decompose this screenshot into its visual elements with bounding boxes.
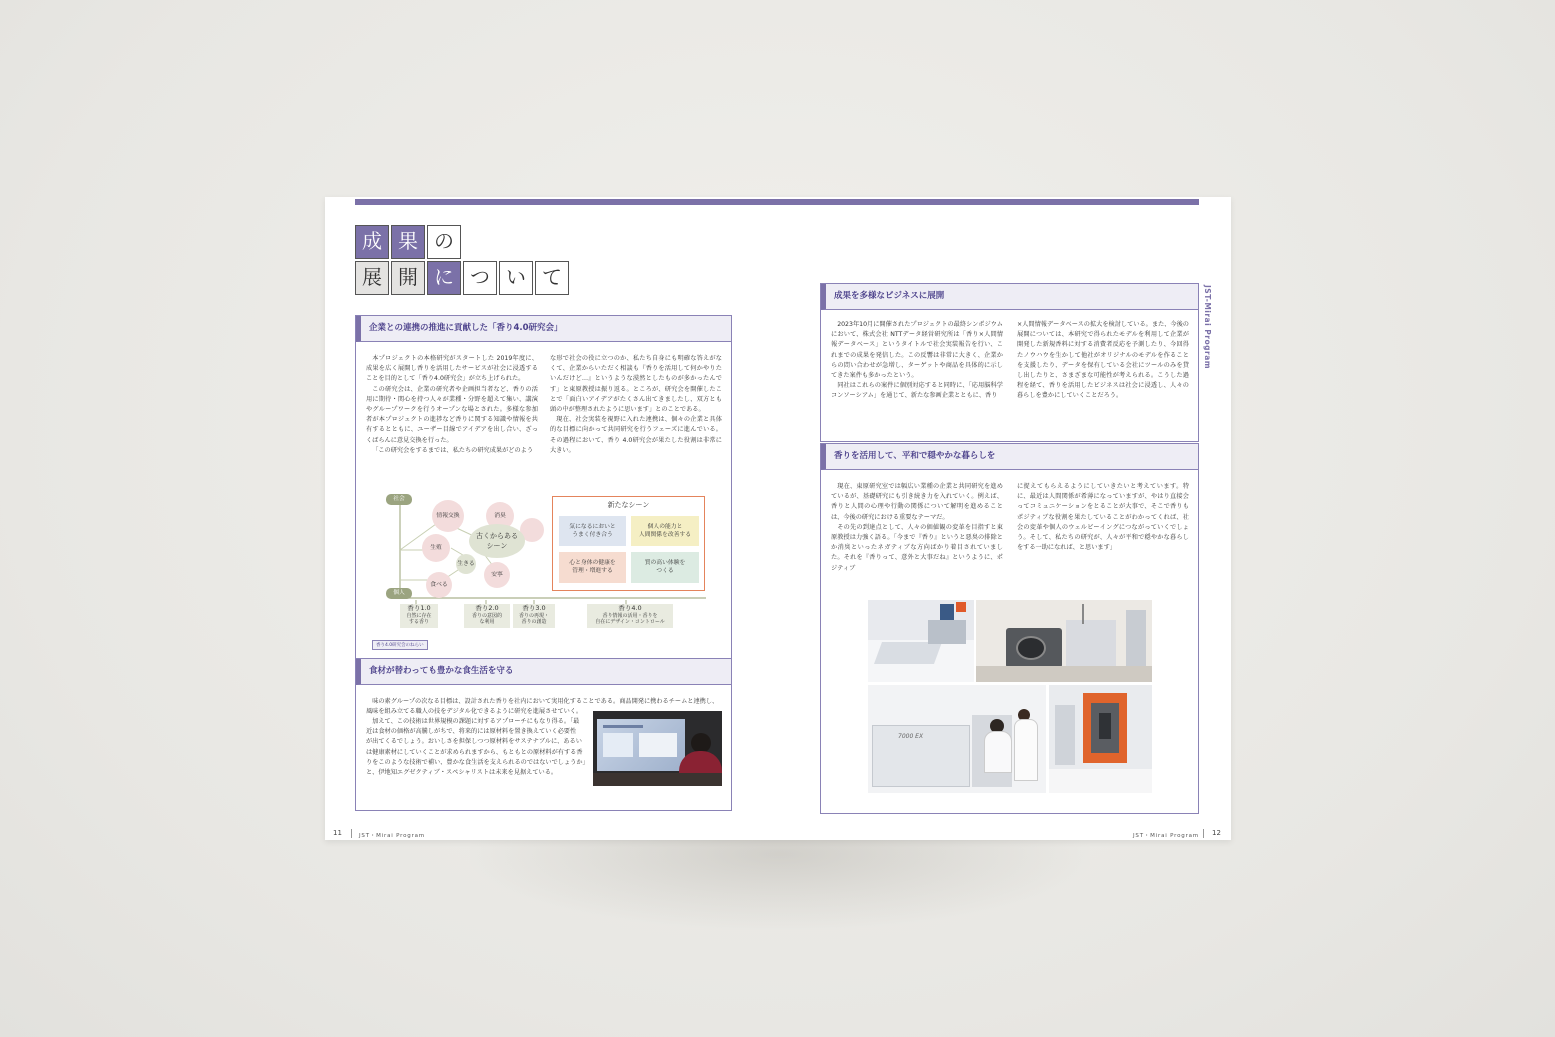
paragraph: 「この研究会をするまでは、私たちの研究成果がどのよう — [372, 446, 534, 454]
text-column-2 — [550, 354, 722, 456]
bubble-info-exchange: 情報交換 — [432, 500, 464, 532]
stage-name: 香り4.0 — [618, 604, 642, 612]
stage-desc: 香りの再現・ 香りの創造 — [518, 613, 549, 625]
title-char: 成 — [355, 225, 389, 259]
lab-photo-1 — [868, 600, 974, 682]
new-scene-item: 個人の能力と 人間関係を改善する — [631, 516, 699, 546]
title-char: て — [535, 261, 569, 295]
vertical-label: JST-Mirai Program — [1203, 285, 1212, 370]
instrument-label: 7000 EX — [898, 733, 924, 740]
text-line: 風味を組み立てる職人の技をデジタル化できるように研究を進展させていく。 — [366, 708, 583, 716]
new-scene-title: 新たなシーン — [607, 501, 650, 509]
center-old-scene: 古くからある シーン — [469, 524, 525, 558]
section-heading: 成果を多様なビジネスに展開 — [821, 284, 1198, 310]
footer-right: JST・Mirai Program — [1133, 833, 1199, 839]
title-char: の — [427, 225, 461, 259]
stage-2 — [464, 604, 510, 628]
page-number-right: 12 — [1212, 829, 1221, 837]
stage-name: 香り1.0 — [407, 604, 431, 612]
stage-desc: 香り情報の活用・香りを 自在にデザイン・コントロール — [595, 613, 665, 625]
axis-label-society: 社会 — [386, 494, 412, 505]
section-food — [355, 658, 732, 811]
paragraph: 2023年10月に開催されたプロジェクトの最終シンポジウムにおいて、株式会社 NTTデータ経営研究所は「香り×人間情報データベース」というタイトルで社会実装報告を行い、これまでの成果を発信した。この反響は非常に大きく、企業からの問い合わせが急増し、ターゲットや商品を具体的に示してきた案件も多かったという。 — [831, 321, 1003, 380]
magazine-spread — [325, 197, 1231, 840]
stage-desc: 香りの意図的 な利用 — [471, 613, 502, 625]
new-scene-item: 心と身体の健康を 管理・増進する — [559, 552, 626, 583]
lab-photo-2 — [976, 600, 1152, 682]
text-column-1 — [366, 354, 538, 456]
bubble-deodorize: 消臭 — [486, 502, 514, 530]
text-line: が出てくるでしょう。おいしさを担保しつつ原材料をサステナブルに、あるい — [366, 738, 582, 746]
title-char: に — [427, 261, 461, 295]
paragraph: な形で社会の役に立つのか、私たち自身にも明確な答えがなくて、企業からいただく相談も『香りを活用して何かやりたいんだけど…』というような漠然としたものが多かったんです」と東原教授は振り返る。ところが、研究会を開催したことで「面白いアイデアがたくさん出てきましたし、双方とも頭の中が整理されたように思います」とのことである。 — [550, 355, 722, 414]
footer-divider — [1203, 829, 1204, 838]
presentation-photo — [593, 711, 722, 786]
text-column-1 — [831, 320, 1003, 402]
top-accent-bar — [355, 199, 1199, 205]
stage-name: 香り3.0 — [522, 604, 546, 612]
footer-left: JST・Mirai Program — [359, 833, 425, 839]
paragraph: この研究会は、企業の研究者や企画担当者など、香りの活用に期待・関心を持つ人々が業種・分野を超えて集い、講演やグループワークを行うオープンな場とされた。多様な参加者が本プロジェクトの進捗など香りに関する知識や情報を共有するとともに、ユーザー目線でアイデアを出し合い、ざっくばらんに意見交換を行った。 — [366, 385, 538, 444]
new-scene-item: 質の高い体験を つくる — [631, 552, 699, 583]
text-line: は健康素材にしていくことが求められますから、もともとの原材料が有する香 — [366, 748, 583, 756]
page-number-left: 11 — [333, 829, 342, 837]
text-line: と、伊地知エグゼクティブ・スペシャリストは未来を見据えている。 — [366, 769, 558, 777]
title-char: い — [499, 261, 533, 295]
page-shadow — [470, 835, 1090, 930]
desk — [593, 773, 722, 786]
new-scene-item: 気になるにおいと うまく付き合う — [559, 516, 626, 546]
text-line: 近は食材の価格が高騰しがちで、将来的には原材料を置き換えていく必要性 — [366, 728, 577, 736]
paragraph: その先の到達点として、人々の価値観の変革を目指すと東原教授は力強く語る。「今まで『香り』というと悪臭の排除とか消臭といったネガティブな方向ばかり着目されていました。それを『香りって、意外と大事だね』というように、ポジティブ — [831, 523, 1003, 572]
text-column-2 — [1017, 320, 1189, 402]
section-peaceful-life — [820, 443, 1199, 814]
person-head — [691, 733, 711, 753]
section-heading: 企業との連携の推進に貢献した「香り4.0研究会」 — [356, 316, 731, 342]
lab-photo-4 — [1049, 685, 1152, 793]
section-business — [820, 283, 1199, 442]
text-column-2 — [1017, 482, 1189, 553]
text-line: 加えて、この技術は世界規模の課題に対するアプローチにもなり得る。「最 — [372, 718, 580, 725]
bubble-peace: 安寧 — [484, 562, 510, 588]
lab-photo-3 — [868, 685, 1046, 793]
text-column-1 — [831, 482, 1003, 574]
stage-4 — [587, 604, 673, 628]
bubble-live: 生きる — [456, 554, 476, 574]
section-heading: 香りを活用して、平和で穏やかな暮らしを — [821, 444, 1198, 470]
axis-label-individual: 個人 — [386, 588, 412, 599]
title-char: つ — [463, 261, 497, 295]
paragraph: 本プロジェクトの本格研究がスタートした 2019年度に、成果を広く展開し香りを活用したサービスが社会に浸透することを目的として「香り4.0研究会」が立ち上げられた。 — [366, 355, 538, 383]
stage-desc: 自然に存在 する香り — [406, 613, 432, 625]
footer-divider — [351, 829, 352, 838]
stage-1 — [400, 604, 438, 628]
bubble-eat: 食べる — [426, 572, 452, 598]
title-char: 果 — [391, 225, 425, 259]
paragraph: 現在、東原研究室では幅広い業種の企業と共同研究を進めているが、基礎研究にも引き続き力を入れていく。例えば、香りと人間の心理や行動の関係について解明を進めることは、今後の研究における重要なテーマだ。 — [831, 483, 1003, 521]
stage-3 — [513, 604, 555, 628]
title-char: 展 — [355, 261, 389, 295]
kaori-diagram — [356, 490, 732, 650]
section-heading: 食材が替わっても豊かな食生活を守る — [356, 659, 731, 685]
paragraph: 同社はこれらの案件に個別対応すると同時に、「応用脳科学コンソーシアム」を通じて、新たな参画企業とともに、香り — [831, 382, 1003, 400]
title-char: 開 — [391, 261, 425, 295]
paragraph: ×人間情報データベースの拡大を検討している。また、今後の展開については、本研究で得られたモデルを利用して企業が開発した新規香料に対する消費者反応を予測したり、今回得たノウハウを生かして他社がオリジナルのモデルを作ることを支援したり、データを保有している会社にツールのみを貸し出したりと、さまざまな可能性が考えられる。こうした過程を経て、香りを活用したビジネスは社会に浸透し、人々の暮らしを豊かにしていくことだろう。 — [1017, 321, 1189, 400]
bubble-reproduction: 生殖 — [422, 534, 450, 562]
stage-name: 香り2.0 — [475, 604, 499, 612]
paragraph: 現在、社会実装を視野に入れた連携は、個々の企業と具体的な目標に向かって共同研究を行うフェーズに進んでいる。その過程において、香り 4.0研究会が果たした役割は非常に大きい。 — [550, 416, 722, 454]
text-line: りをこのような技術で補い、豊かな食生活を支えられるのではないでしょうか」 — [366, 758, 589, 766]
screen-image — [597, 719, 685, 771]
text-line: 味の素グループの次なる目標は、設計された香りを社内において実用化することである。商品開発に携わるチームと連携し、 — [372, 698, 719, 705]
new-scene-box — [552, 496, 705, 591]
section-kaori-kenkyukai — [355, 315, 732, 660]
paragraph: に捉えてもらえるようにしていきたいと考えています。特に、最近は人間関係が希薄になっていますが、やはり直接会ってコミュニケーションをとることが大事で、そこで香りもポジティブな役割を果たしていることがわかってくれば、社会の変革や個人のウェルビーイングにつながっていくでしょう。そして、私たちの研究が、人々が平和で穏やかな暮らしをする一助になれば、と思います」 — [1017, 483, 1189, 552]
food-text-narrow — [366, 717, 588, 778]
diagram-caption: 香り4.0研究会のねらい — [372, 640, 428, 650]
